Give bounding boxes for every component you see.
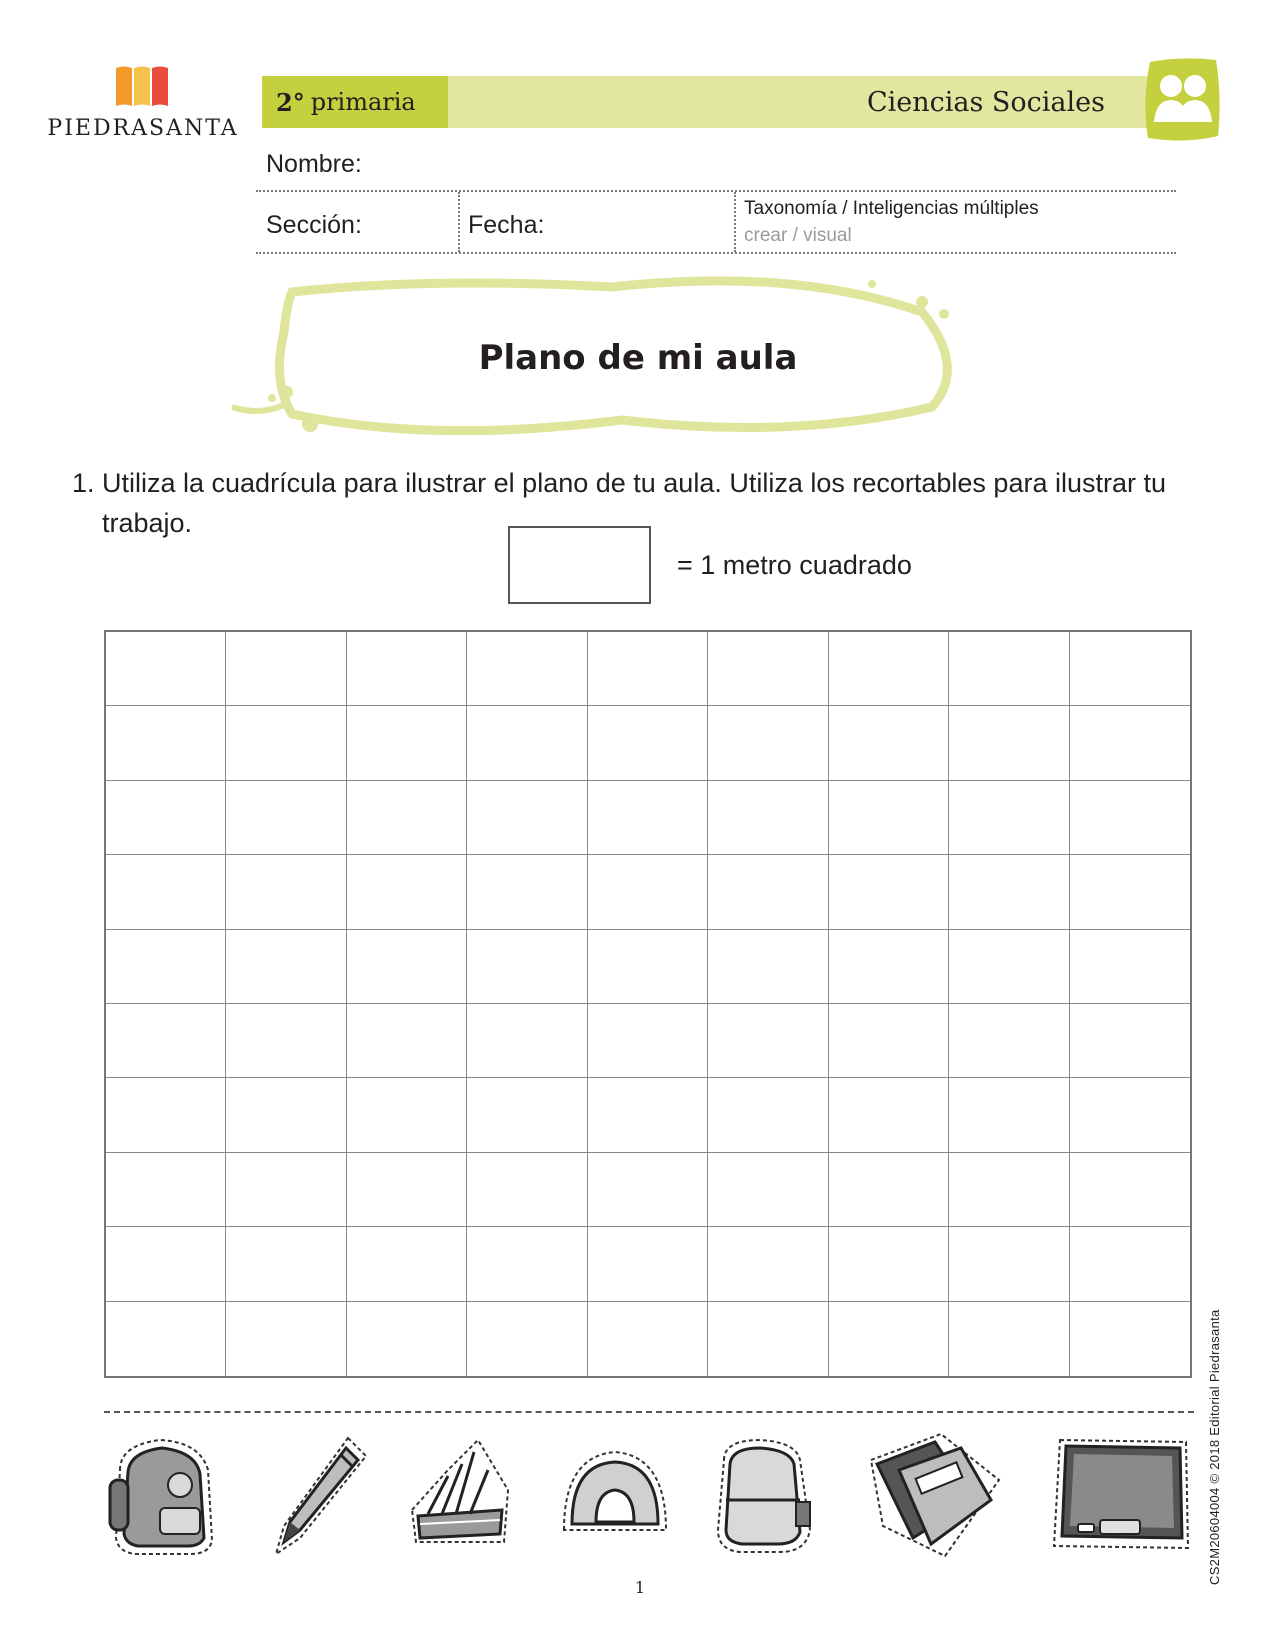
grid-cell[interactable] — [226, 855, 346, 929]
grid-cell[interactable] — [467, 1227, 587, 1301]
grid-cell[interactable] — [708, 781, 828, 855]
grid-cell[interactable] — [588, 855, 708, 929]
grid-cell[interactable] — [949, 706, 1069, 780]
grid-cell[interactable] — [1070, 1302, 1190, 1376]
grid-cell[interactable] — [708, 1153, 828, 1227]
instruction-text: Utiliza la cuadrícula para ilustrar el plano de tu aula. Utiliza los recortables para ilustrar tu trabajo. — [102, 468, 1167, 538]
grid-cell[interactable] — [347, 1227, 467, 1301]
grid-cell[interactable] — [588, 1153, 708, 1227]
credit-text: CS2M20604004 © 2018 Editorial Piedrasanta — [1207, 1309, 1222, 1585]
grid-cell[interactable] — [829, 855, 949, 929]
grid-cell[interactable] — [106, 855, 226, 929]
divider — [256, 252, 1176, 254]
grid-cell[interactable] — [1070, 1078, 1190, 1152]
grid-cell[interactable] — [226, 1227, 346, 1301]
grid-cell[interactable] — [949, 930, 1069, 1004]
taxonomy-label: Taxonomía / Inteligencias múltiples — [744, 198, 1039, 219]
grid-cell[interactable] — [347, 930, 467, 1004]
grid-cell[interactable] — [1070, 632, 1190, 706]
grid-cell[interactable] — [949, 781, 1069, 855]
divider — [256, 190, 1176, 192]
grid-cell[interactable] — [829, 1227, 949, 1301]
grid-cell[interactable] — [347, 1153, 467, 1227]
grid-cell[interactable] — [949, 1153, 1069, 1227]
protractor-icon[interactable] — [560, 1430, 670, 1560]
taxonomy-value: crear / visual — [744, 225, 852, 246]
grid-cell[interactable] — [226, 930, 346, 1004]
cut-line — [104, 1411, 1194, 1413]
grid-cell[interactable] — [226, 632, 346, 706]
grid-cell[interactable] — [106, 930, 226, 1004]
grid-cell[interactable] — [829, 930, 949, 1004]
grid-cell[interactable] — [588, 1004, 708, 1078]
legend-text: = 1 metro cuadrado — [677, 550, 912, 580]
grid-cell[interactable] — [106, 781, 226, 855]
book-icon[interactable] — [408, 1430, 518, 1560]
publisher-logo — [38, 58, 248, 153]
grid-cell[interactable] — [708, 632, 828, 706]
backpack-icon[interactable] — [100, 1430, 230, 1560]
grid-cell[interactable] — [226, 1004, 346, 1078]
grid-cell[interactable] — [588, 706, 708, 780]
grid-cell[interactable] — [1070, 855, 1190, 929]
grid-cell[interactable] — [1070, 1227, 1190, 1301]
grid-cell[interactable] — [829, 781, 949, 855]
grid-cell[interactable] — [347, 1302, 467, 1376]
grid-cell[interactable] — [708, 1078, 828, 1152]
grid-cell[interactable] — [1070, 930, 1190, 1004]
grid-cell[interactable] — [347, 855, 467, 929]
instruction-number: 1. — [72, 468, 95, 498]
grid-cell[interactable] — [467, 1153, 587, 1227]
grid-cell[interactable] — [949, 1302, 1069, 1376]
grid-cell[interactable] — [708, 1302, 828, 1376]
grid-cell[interactable] — [708, 855, 828, 929]
grid-cell[interactable] — [829, 632, 949, 706]
grid-cell[interactable] — [226, 1153, 346, 1227]
publisher-name: PIEDRASANTA — [47, 116, 239, 141]
grid-cell[interactable] — [949, 855, 1069, 929]
grid-cell[interactable] — [467, 855, 587, 929]
people-icon — [1142, 56, 1222, 144]
grid-cell[interactable] — [588, 930, 708, 1004]
grid-cell[interactable] — [467, 1078, 587, 1152]
grid-cell[interactable] — [467, 706, 587, 780]
grid-cell[interactable] — [708, 930, 828, 1004]
grid-cell[interactable] — [467, 930, 587, 1004]
grid-cell[interactable] — [588, 1227, 708, 1301]
grid-cell[interactable] — [467, 632, 587, 706]
chalkboard-icon[interactable] — [1050, 1430, 1190, 1560]
date-label: Fecha: — [468, 211, 545, 239]
grid-cell[interactable] — [949, 632, 1069, 706]
page-number: 1 — [634, 1578, 646, 1597]
lunchbox-icon[interactable] — [710, 1430, 820, 1560]
section-label: Sección: — [266, 211, 362, 239]
grid-cell[interactable] — [708, 1004, 828, 1078]
grid-cell[interactable] — [949, 1078, 1069, 1152]
grid-cell[interactable] — [949, 1227, 1069, 1301]
pencil-icon[interactable] — [270, 1430, 370, 1560]
grid-cell[interactable] — [467, 781, 587, 855]
grid-cell[interactable] — [347, 632, 467, 706]
grid-cell[interactable] — [467, 1004, 587, 1078]
grid-cell[interactable] — [829, 1153, 949, 1227]
grid-cell[interactable] — [588, 1078, 708, 1152]
grid-cell[interactable] — [106, 706, 226, 780]
grid-cell[interactable] — [106, 1153, 226, 1227]
divider — [458, 192, 460, 252]
grid-cell[interactable] — [829, 1004, 949, 1078]
name-field[interactable] — [360, 146, 1160, 186]
grid-cell[interactable] — [588, 632, 708, 706]
legend-square — [508, 526, 651, 604]
grid-cell[interactable] — [226, 781, 346, 855]
grid-cell[interactable] — [347, 1004, 467, 1078]
grid-cell[interactable] — [829, 1078, 949, 1152]
credit-line — [1205, 1275, 1227, 1585]
grid-cell[interactable] — [106, 1302, 226, 1376]
divider — [734, 192, 736, 252]
floor-plan-grid[interactable] — [104, 630, 1192, 1378]
grid-cell[interactable] — [829, 706, 949, 780]
grid-cell[interactable] — [1070, 1153, 1190, 1227]
grid-cell[interactable] — [106, 632, 226, 706]
grid-cell[interactable] — [467, 1302, 587, 1376]
grid-cell[interactable] — [949, 1004, 1069, 1078]
book-logo-icon — [114, 64, 170, 108]
grade-number: 2° — [276, 87, 305, 117]
grid-cell[interactable] — [226, 1078, 346, 1152]
notebooks-icon[interactable] — [865, 1430, 1005, 1560]
grid-cell[interactable] — [1070, 781, 1190, 855]
subject-title: Ciencias Sociales — [866, 86, 1105, 118]
grid-cell[interactable] — [708, 706, 828, 780]
grid-cell[interactable] — [347, 781, 467, 855]
grade-badge — [262, 76, 448, 128]
grid-cell[interactable] — [347, 706, 467, 780]
grid-cell[interactable] — [347, 1078, 467, 1152]
grade-label: primaria — [310, 88, 416, 116]
grid-cell[interactable] — [829, 1302, 949, 1376]
grid-cell[interactable] — [226, 706, 346, 780]
grid-cell[interactable] — [106, 1227, 226, 1301]
name-label: Nombre: — [266, 150, 362, 178]
grid-cell[interactable] — [1070, 706, 1190, 780]
grid-cell[interactable] — [106, 1078, 226, 1152]
grid-cell[interactable] — [106, 1004, 226, 1078]
grid-cell[interactable] — [1070, 1004, 1190, 1078]
grid-cell[interactable] — [708, 1227, 828, 1301]
grid-cell[interactable] — [588, 781, 708, 855]
grid-cell[interactable] — [588, 1302, 708, 1376]
grid-cell[interactable] — [226, 1302, 346, 1376]
worksheet-title: Plano de mi aula — [478, 338, 798, 378]
